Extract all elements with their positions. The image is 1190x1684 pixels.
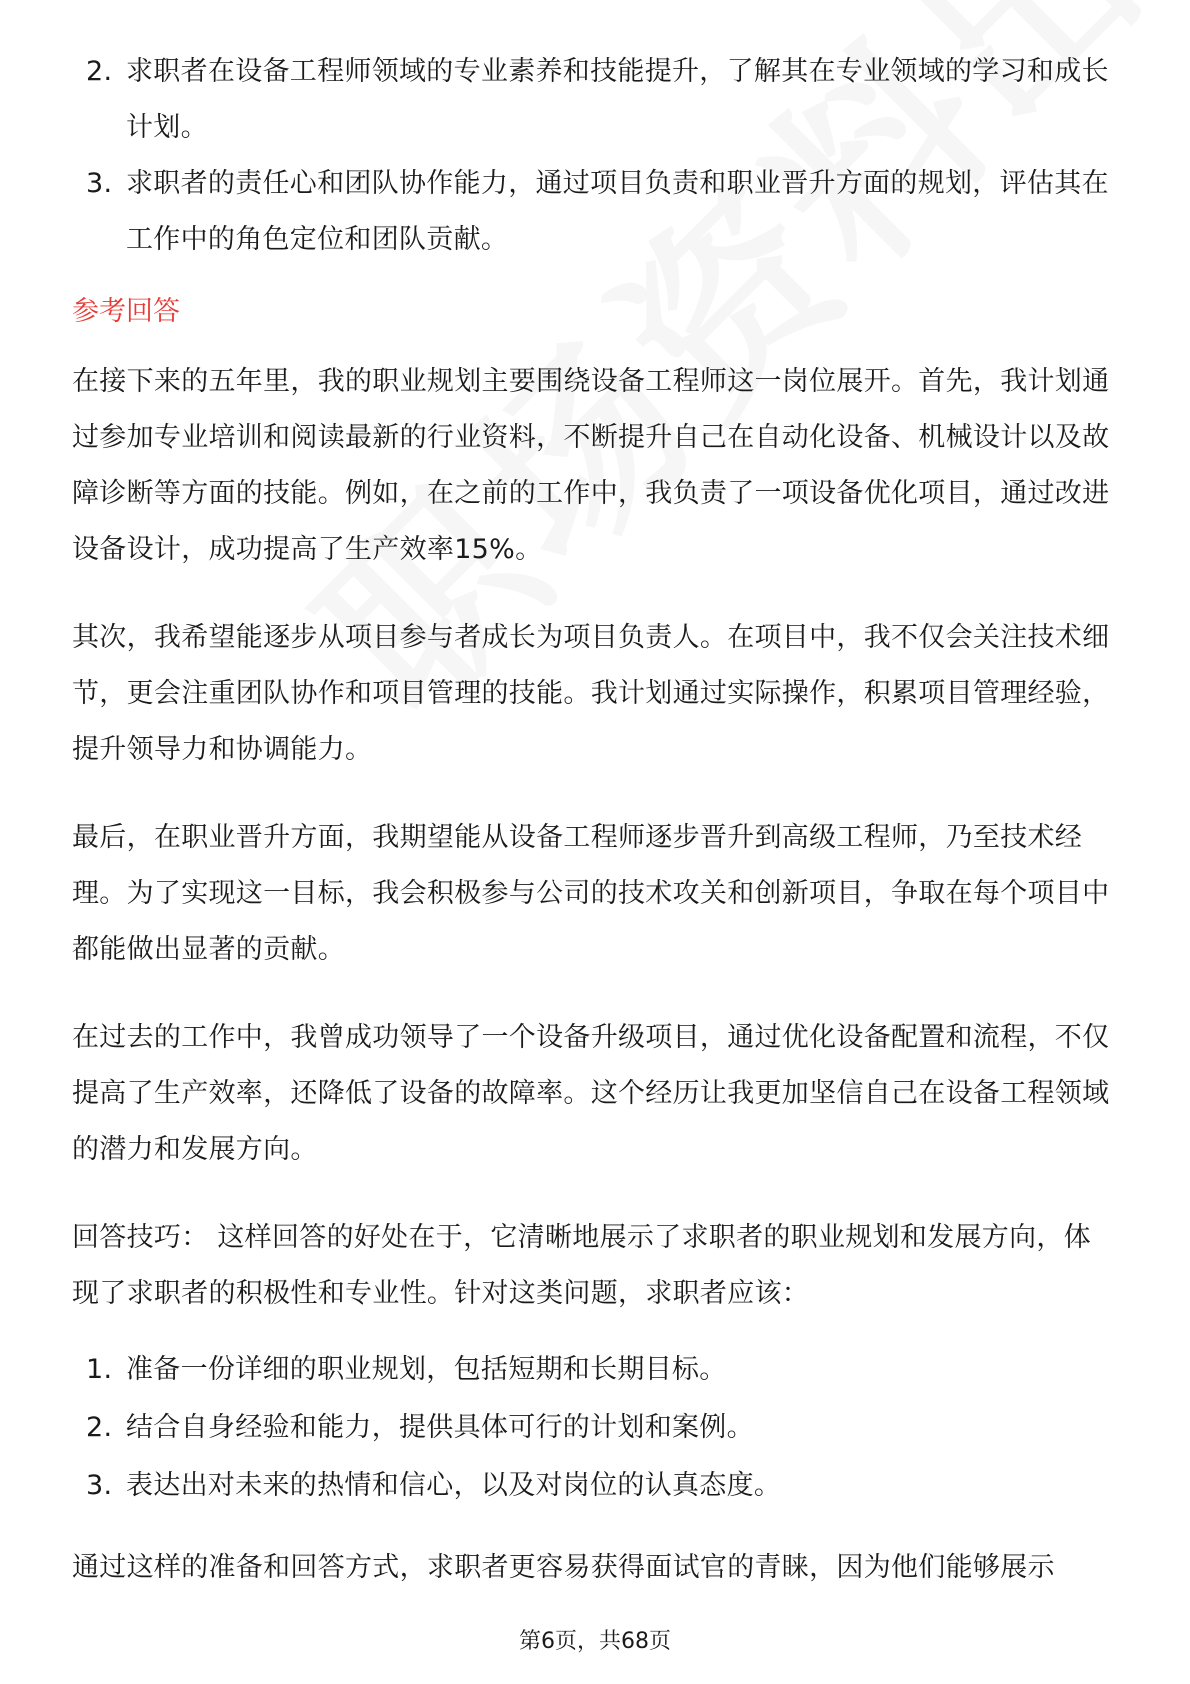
- paragraph: 在接下来的五年里，我的职业规划主要围绕设备工程师这一岗位展开。首先，我计划通过参加专业培训和阅读最新的行业资料，不断提升自己在自动化设备、机械设计以及故障诊断等方面的技能。例如，在之前的工作中，我负责了一项设备优化项目，通过改进设备设计，成功提高了生产效率15%。: [72, 366, 1110, 565]
- list-text: 求职者的责任心和团队协作能力，通过项目负责和职业晋升方面的规划，评估其在工作中的角色定位和团队贡献。: [126, 168, 1109, 255]
- list-number: 3.: [86, 168, 113, 199]
- list-number: 2.: [86, 56, 113, 87]
- paragraph: 其次，我希望能逐步从项目参与者成长为项目负责人。在项目中，我不仅会关注技术细节，更会注重团队协作和项目管理的技能。我计划通过实际操作，积累项目管理经验，提升领导力和协调能力。: [72, 622, 1110, 765]
- list-text: 准备一份详细的职业规划，包括短期和长期目标。: [126, 1354, 727, 1385]
- document-page: [72, 44, 1118, 1596]
- closing-paragraph: 通过这样的准备和回答方式，求职者更容易获得面试官的青睐，因为他们能够展示: [72, 1552, 1055, 1583]
- intro-list: [72, 44, 1118, 268]
- list-text: 求职者在设备工程师领域的专业素养和技能提升，了解其在专业领域的学习和成长计划。: [126, 56, 1109, 143]
- list-number: 2.: [86, 1412, 113, 1443]
- list-item: [72, 1400, 1118, 1456]
- list-item: [72, 44, 1118, 156]
- list-item: [72, 156, 1118, 268]
- section-title: 参考回答: [72, 296, 180, 327]
- page-footer: 第6页，共68页: [519, 1629, 671, 1654]
- paragraph: 最后，在职业晋升方面，我期望能从设备工程师逐步晋升到高级工程师，乃至技术经理。为了实现这一目标，我会积极参与公司的技术攻关和创新项目，争取在每个项目中都能做出显著的贡献。: [72, 822, 1110, 965]
- list-item: [72, 1342, 1118, 1398]
- list-text: 表达出对未来的热情和信心，以及对岗位的认真态度。: [126, 1470, 782, 1501]
- list-item: [72, 1458, 1118, 1514]
- list-number: 1.: [86, 1354, 113, 1385]
- list-text: 结合自身经验和能力，提供具体可行的计划和案例。: [126, 1412, 754, 1443]
- paragraph: 回答技巧： 这样回答的好处在于，它清晰地展示了求职者的职业规划和发展方向，体现了求职者的积极性和专业性。针对这类问题，求职者应该：: [72, 1222, 1091, 1309]
- list-number: 3.: [86, 1470, 113, 1501]
- tips-list: [72, 1342, 1118, 1514]
- paragraph: 在过去的工作中，我曾成功领导了一个设备升级项目，通过优化设备配置和流程，不仅提高了生产效率，还降低了设备的故障率。这个经历让我更加坚信自己在设备工程领域的潜力和发展方向。: [72, 1022, 1110, 1165]
